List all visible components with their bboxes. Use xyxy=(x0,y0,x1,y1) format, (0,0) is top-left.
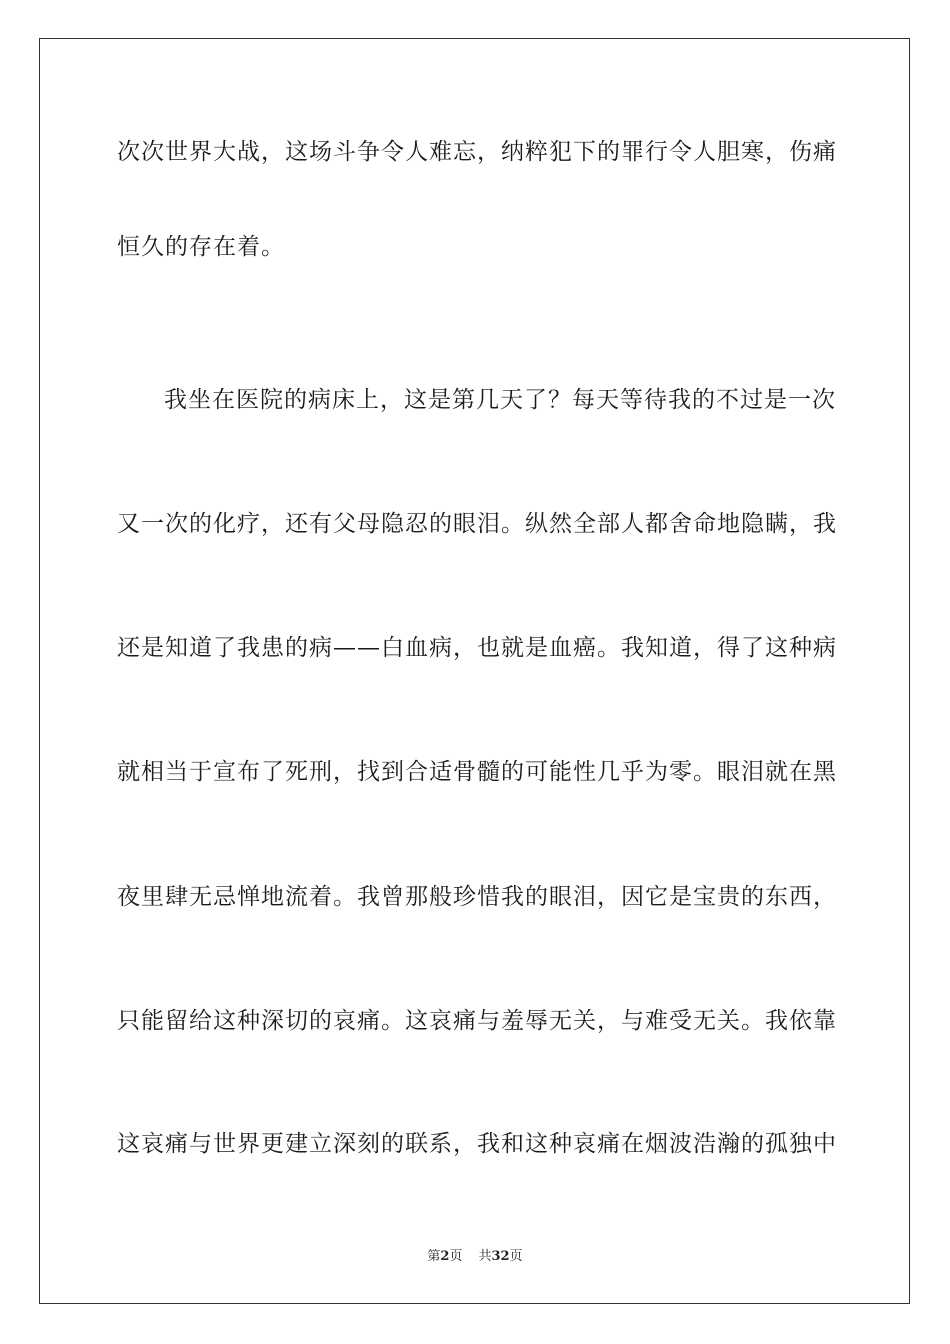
page-footer xyxy=(0,1248,950,1266)
total-pages: 32 xyxy=(491,1249,510,1264)
total-suffix: 页 xyxy=(509,1249,523,1264)
text-line-8: 只能留给这种深切的哀痛。这哀痛与羞辱无关，与难受无关。我依靠 xyxy=(117,1008,837,1034)
total-prefix: 共 xyxy=(478,1249,492,1264)
text-line-1: 次次世界大战，这场斗争令人难忘，纳粹犯下的罪行令人胆寒，伤痛 xyxy=(117,139,837,165)
text-line-6: 就相当于宣布了死刑，找到合适骨髓的可能性几乎为零。眼泪就在黑 xyxy=(117,759,837,785)
text-line-3: 我坐在医院的病床上，这是第几天了？每天等待我的不过是一次 xyxy=(164,387,836,413)
text-line-2: 恒久的存在着。 xyxy=(117,234,285,260)
text-line-9: 这哀痛与世界更建立深刻的联系，我和这种哀痛在烟波浩瀚的孤独中 xyxy=(117,1131,837,1157)
page-prefix: 第 xyxy=(427,1249,441,1264)
page-number: 2 xyxy=(440,1249,450,1264)
page-suffix: 页 xyxy=(449,1249,463,1264)
text-line-7: 夜里肆无忌惮地流着。我曾那般珍惜我的眼泪，因它是宝贵的东西， xyxy=(117,884,837,910)
page-frame xyxy=(39,38,910,1304)
text-line-4: 又一次的化疗，还有父母隐忍的眼泪。纵然全部人都舍命地隐瞒，我 xyxy=(117,511,837,537)
text-line-5: 还是知道了我患的病——白血病，也就是血癌。我知道，得了这种病 xyxy=(117,635,837,661)
